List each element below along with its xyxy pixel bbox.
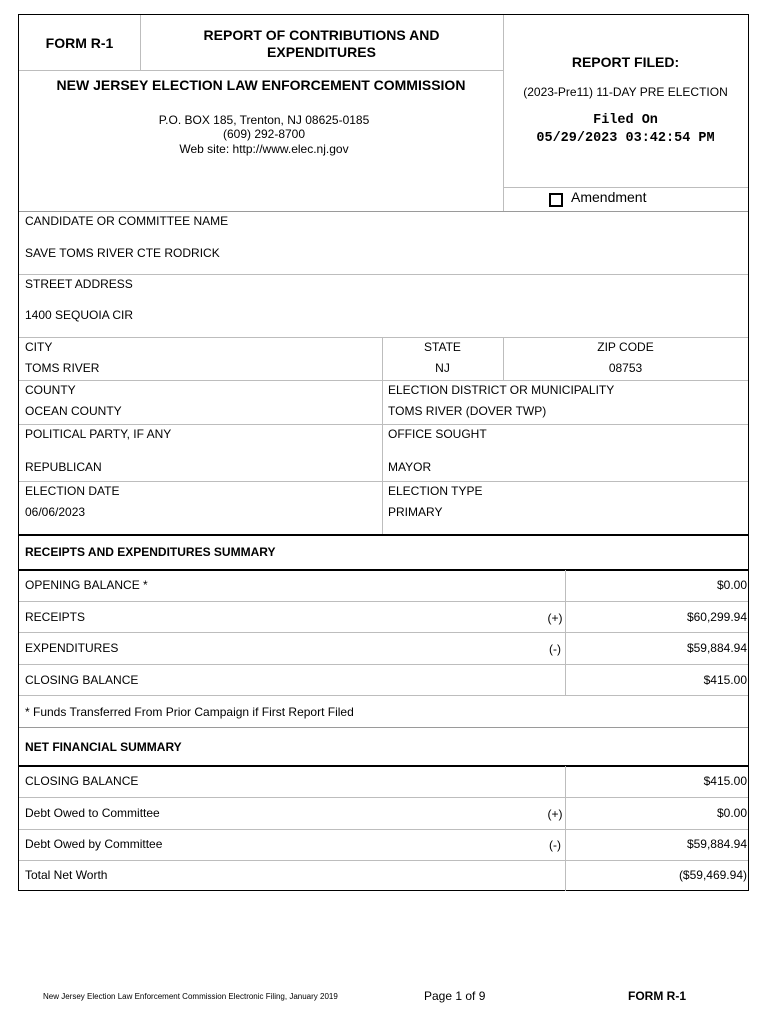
election-type-value: PRIMARY	[388, 505, 443, 519]
net-row-label: Total Net Worth	[25, 868, 108, 882]
election-date-label: ELECTION DATE	[25, 484, 120, 498]
summary-row-sign: (+)	[547, 611, 563, 625]
zip-label: ZIP CODE	[597, 340, 654, 354]
summary-row-value: $60,299.94	[686, 610, 747, 624]
summary-row-label: EXPENDITURES	[25, 641, 119, 655]
footer-left: New Jersey Election Law Enforcement Commission Electronic Filing, January 2019	[43, 992, 338, 1001]
divider	[19, 274, 748, 275]
candidate-name-label: CANDIDATE OR COMMITTEE NAME	[25, 214, 229, 228]
divider	[140, 15, 141, 70]
net-row-sign: (-)	[549, 838, 561, 852]
summary-row-label: OPENING BALANCE *	[25, 578, 148, 592]
state-value: NJ	[435, 361, 450, 375]
divider	[19, 481, 748, 482]
divider	[19, 632, 748, 633]
city-label: CITY	[25, 340, 53, 354]
divider	[19, 211, 748, 212]
divider	[19, 70, 503, 71]
footer-form-id: FORM R-1	[628, 989, 686, 1003]
summary-row-value: $0.00	[716, 578, 747, 592]
divider	[19, 797, 748, 798]
summary-title: RECEIPTS AND EXPENDITURES SUMMARY	[25, 545, 276, 559]
summary-footnote: * Funds Transferred From Prior Campaign if First Report Filed	[25, 705, 354, 719]
commission-phone: (609) 292-8700	[222, 127, 306, 141]
summary-row-label: RECEIPTS	[25, 610, 86, 624]
election-date-value: 06/06/2023	[25, 505, 86, 519]
section-divider	[19, 534, 748, 536]
street-address-label: STREET ADDRESS	[25, 277, 133, 291]
party-label: POLITICAL PARTY, IF ANY	[25, 427, 172, 441]
divider	[19, 829, 748, 830]
summary-row-value: $415.00	[703, 673, 747, 687]
net-row-value: $0.00	[716, 806, 747, 820]
net-row-sign: (+)	[547, 807, 563, 821]
office-value: MAYOR	[388, 460, 432, 474]
commission-address: P.O. BOX 185, Trenton, NJ 08625-0185	[158, 113, 370, 127]
district-value: TOMS RIVER (DOVER TWP)	[388, 404, 547, 418]
divider	[19, 695, 748, 696]
net-row-value: ($59,469.94)	[678, 868, 747, 882]
county-value: OCEAN COUNTY	[25, 404, 122, 418]
candidate-name-value: SAVE TOMS RIVER CTE RODRICK	[25, 246, 220, 260]
page-number: Page 1 of 9	[424, 989, 486, 1003]
street-address-value: 1400 SEQUOIA CIR	[25, 308, 134, 322]
report-title-line2: EXPENDITURES	[267, 44, 376, 60]
divider	[19, 424, 748, 425]
report-title-line1: REPORT OF CONTRIBUTIONS AND	[203, 27, 440, 43]
summary-row-label: CLOSING BALANCE	[25, 673, 139, 687]
divider	[503, 187, 748, 188]
net-row-label: Debt Owed by Committee	[25, 837, 163, 851]
amendment-label: Amendment	[571, 189, 647, 205]
amendment-checkbox[interactable]	[549, 193, 563, 207]
divider	[19, 601, 748, 602]
divider	[19, 337, 748, 338]
city-value: TOMS RIVER	[25, 361, 100, 375]
county-label: COUNTY	[25, 383, 76, 397]
divider	[19, 727, 748, 728]
filed-on-datetime: 05/29/2023 03:42:54 PM	[536, 131, 715, 146]
office-label: OFFICE SOUGHT	[388, 427, 487, 441]
report-filed-label: REPORT FILED:	[571, 54, 680, 70]
summary-row-value: $59,884.94	[686, 641, 747, 655]
net-summary-title: NET FINANCIAL SUMMARY	[25, 740, 182, 754]
divider	[19, 664, 748, 665]
zip-value: 08753	[608, 361, 643, 375]
district-label: ELECTION DISTRICT OR MUNICIPALITY	[388, 383, 615, 397]
state-label: STATE	[424, 340, 461, 354]
commission-website: Web site: http://www.elec.nj.gov	[179, 142, 349, 156]
section-divider	[19, 569, 748, 571]
election-type-label: ELECTION TYPE	[388, 484, 483, 498]
form-id: FORM R-1	[45, 35, 114, 51]
divider	[19, 860, 748, 861]
net-row-label: Debt Owed to Committee	[25, 806, 160, 820]
divider	[19, 380, 748, 381]
party-value: REPUBLICAN	[25, 460, 102, 474]
section-divider	[19, 765, 748, 767]
net-row-label: CLOSING BALANCE	[25, 774, 139, 788]
commission-name: NEW JERSEY ELECTION LAW ENFORCEMENT COMMISSION	[56, 77, 466, 93]
summary-row-sign: (-)	[549, 642, 561, 656]
report-period: (2023-Pre11) 11-DAY PRE ELECTION	[523, 85, 728, 99]
net-row-value: $415.00	[703, 774, 747, 788]
filed-on-label: Filed On	[593, 113, 658, 128]
net-row-value: $59,884.94	[686, 837, 747, 851]
